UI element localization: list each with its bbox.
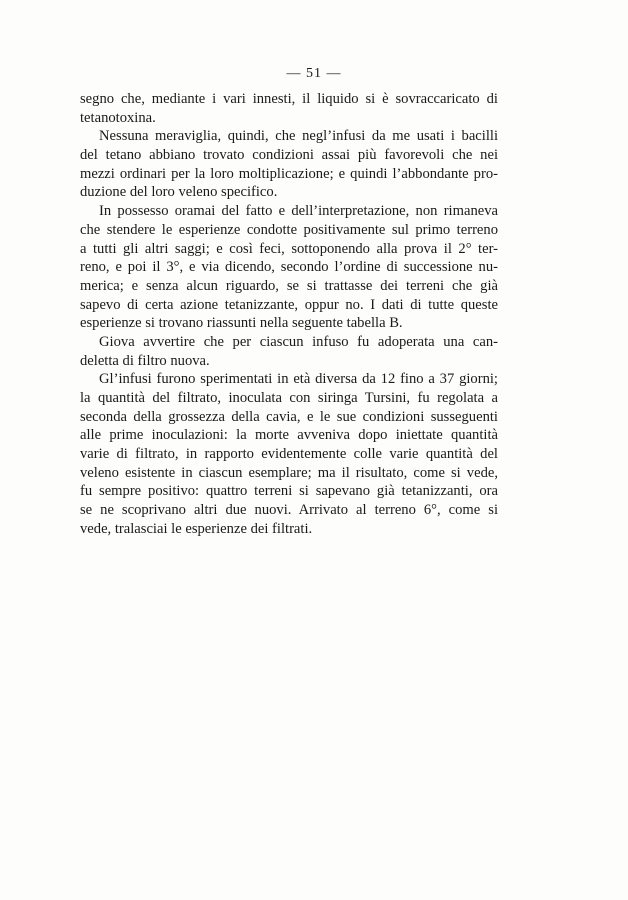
text-line: la quantità del filtrato, inoculata con siringa Tursini, fu regolata a — [80, 390, 498, 406]
text-line: In possesso oramai del fatto e dell’interpretazione, non rimaneva — [99, 203, 498, 220]
text-line: a tutti gli altri saggi; e così feci, sottoponendo alla prova il 2° ter- — [80, 240, 498, 257]
text-line: vede, tralasciai le esperienze dei filtrati. — [80, 520, 313, 537]
text-line: esperienze si trovano riassunti nella seguente tabella B. — [80, 315, 403, 332]
text-line: deletta di filtro nuova. — [80, 352, 210, 369]
text-line: Gl’infusi furono sperimentati in età diversa da 12 fino a 37 giorni; — [99, 371, 498, 388]
text-line: Nessuna meraviglia, quindi, che negl’infusi da me usati i bacilli — [99, 128, 498, 145]
text-line: che stendere le esperienze condotte positivamente sul primo terreno — [80, 221, 498, 238]
text-line: del tetano abbiano trovato condizioni assai più favorevoli che nei — [80, 147, 498, 164]
text-line: sapevo di certa azione tetanizzante, oppur no. I dati di tutte queste — [80, 296, 498, 313]
text-line: alle prime inoculazioni: la morte avveniva dopo iniettate quantità — [80, 427, 498, 444]
text-line: se ne scoprivano altri due nuovi. Arrivato al terreno 6°, come si — [80, 502, 498, 519]
page-number: — 51 — — [286, 66, 342, 81]
text-line: segno che, mediante i vari innesti, il liquido si è sovraccaricato di — [80, 91, 498, 107]
text-line: tetanotoxina. — [80, 109, 156, 126]
text-line: mezzi ordinari per la loro moltiplicazione; e quindi l’abbondante pro- — [80, 165, 498, 182]
text-line: seconda della grossezza della cavia, e le sue condizioni susseguenti — [80, 408, 498, 425]
text-line: veleno esistente in ciascun esemplare; ma il risultato, come si vede, — [80, 464, 498, 481]
text-line: fu sempre positivo: quattro terreni si sapevano già tetanizzanti, ora — [80, 483, 498, 500]
text-line: merica; e senza alcun riguardo, se si trattasse dei terreni che già — [80, 277, 498, 294]
text-line: varie di filtrato, in rapporto evidentemente colle varie quantità del — [80, 446, 498, 463]
text-line: Giova avvertire che per ciascun infuso fu adoperata una can- — [99, 333, 498, 350]
text-line: duzione del loro veleno specifico. — [80, 184, 278, 201]
text-line: reno, e poi il 3°, e via dicendo, secondo l’ordine di successione nu- — [80, 259, 498, 276]
body-text — [80, 90, 498, 539]
